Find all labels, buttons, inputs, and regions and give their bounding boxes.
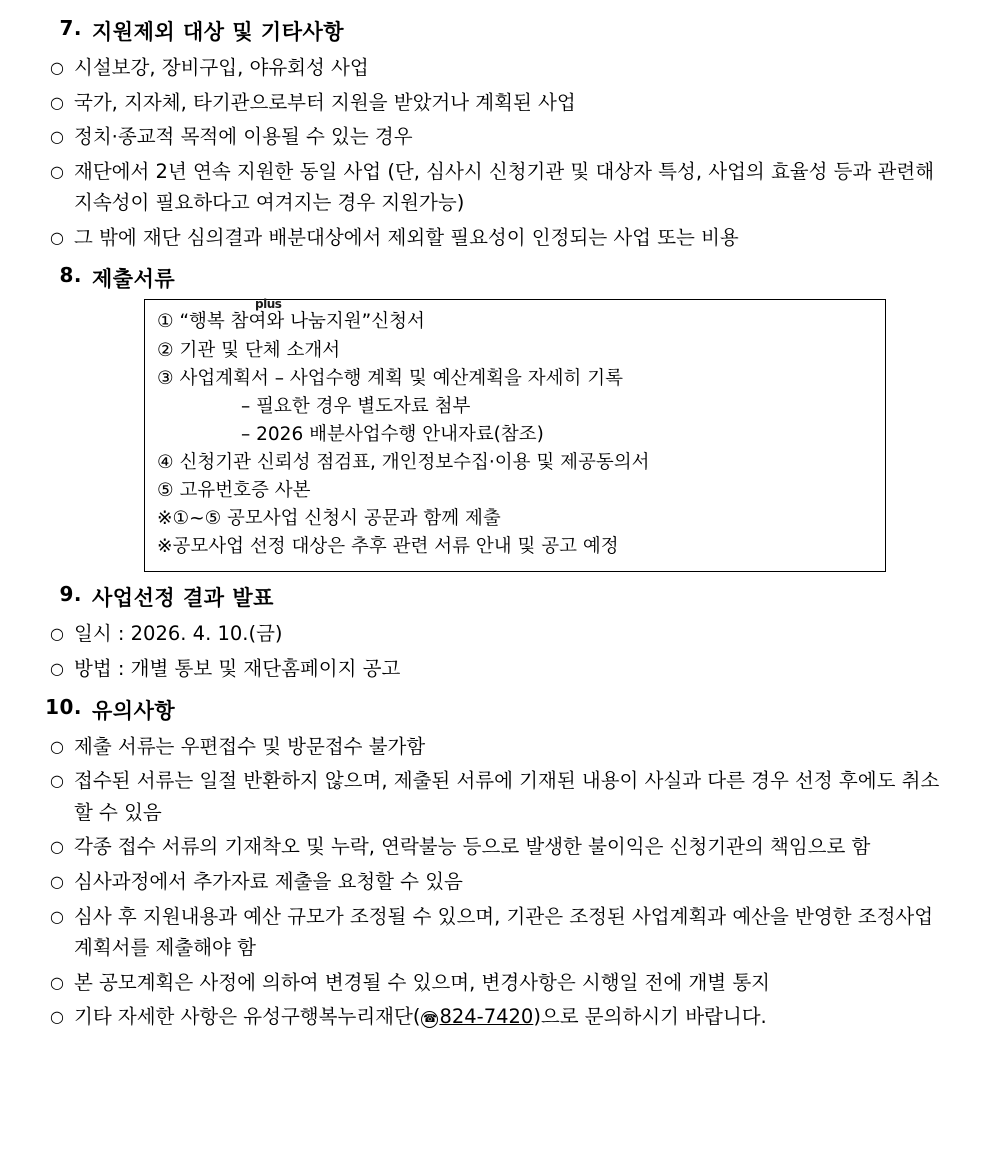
list-item <box>40 222 952 254</box>
section-10-bullet-list <box>40 731 952 1033</box>
phone-number <box>420 1005 533 1028</box>
list-item-text: 접수된 서류는 일절 반환하지 않으며, 제출된 서류에 기재된 내용이 사실과 다른 경우 선정 후에도 취소할 수 있음 <box>74 769 940 824</box>
section-9 <box>40 582 952 684</box>
list-item <box>40 121 952 153</box>
stamp-text: plus <box>255 297 282 312</box>
submission-documents-box <box>144 299 886 572</box>
section-9-heading <box>40 582 952 612</box>
circle-bullet-icon: ○ <box>50 1007 64 1027</box>
list-item <box>40 52 952 84</box>
list-item-text: 심사 후 지원내용과 예산 규모가 조정될 수 있으며, 기관은 조정된 사업계획과 예산을 반영한 조정사업계획서를 제출해야 함 <box>74 904 934 960</box>
section-9-number: 9. <box>59 582 82 607</box>
box-row: ※공모사업 선정 대상은 추후 관련 서류 안내 및 공고 예정 <box>157 536 619 558</box>
list-item <box>40 765 952 828</box>
section-8 <box>40 263 952 572</box>
section-7-heading <box>40 16 952 46</box>
contact-text-after: )으로 문의하시기 바랍니다. <box>533 1005 767 1029</box>
box-row: ④ 신청기관 신뢰성 점검표, 개인정보수집·이용 및 제공동의서 <box>157 452 650 474</box>
box-row: ② 기관 및 단체 소개서 <box>157 339 341 361</box>
list-item-contact <box>40 1001 952 1033</box>
circle-bullet-icon: ○ <box>50 659 64 679</box>
contact-text-before: 기타 자세한 사항은 유성구행복누리재단( <box>74 1005 421 1029</box>
section-10-number: 10. <box>45 694 82 719</box>
section-10 <box>40 695 952 1033</box>
section-9-bullet-list <box>40 618 952 684</box>
box-row: – 필요한 경우 별도자료 첨부 <box>241 395 471 417</box>
circle-bullet-icon: ○ <box>50 127 64 147</box>
section-7-title: 지원제외 대상 및 기타사항 <box>92 20 345 44</box>
list-item-text: 정치·종교적 목적에 이용될 수 있는 경우 <box>74 125 413 149</box>
list-item <box>40 731 952 763</box>
list-item <box>40 831 952 863</box>
list-item-text: 재단에서 2년 연속 지원한 동일 사업 (단, 심사시 신청기관 및 대상자 특성, 사업의 효율성 등과 관련해 지속성이 필요하다고 여겨지는 경우 지원가능) <box>74 159 935 215</box>
list-item <box>40 156 952 219</box>
list-item <box>40 653 952 685</box>
list-item-text: 각종 접수 서류의 기재착오 및 누락, 연락불능 등으로 발생한 불이익은 신청기관의 책임으로 함 <box>74 835 871 859</box>
list-item-text: 일시 : 2026. 4. 10.(금) <box>74 622 283 646</box>
section-7 <box>40 16 952 253</box>
circle-bullet-icon: ○ <box>50 58 64 77</box>
circle-bullet-icon: ○ <box>50 624 64 644</box>
list-item-text: 본 공모계획은 사정에 의하여 변경될 수 있으며, 변경사항은 시행일 전에 개별 통지 <box>74 970 771 994</box>
circle-bullet-icon: ○ <box>50 871 64 891</box>
list-item-text: 시설보강, 장비구입, 야유회성 사업 <box>74 56 369 79</box>
list-item-text: 방법 : 개별 통보 및 재단홈페이지 공고 <box>74 657 401 681</box>
circle-bullet-icon: ○ <box>50 92 64 112</box>
circle-bullet-icon: ○ <box>50 227 64 247</box>
circle-bullet-icon: ○ <box>50 771 64 791</box>
list-item <box>40 901 952 964</box>
section-7-bullet-list <box>40 52 952 253</box>
section-8-number: 8. <box>59 263 82 288</box>
circle-bullet-icon: ○ <box>50 736 64 756</box>
circle-bullet-icon: ○ <box>50 972 64 992</box>
box-row: ⑤ 고유번호증 사본 <box>157 480 311 502</box>
circle-bullet-icon: ○ <box>50 161 64 181</box>
box-row: ※①~⑤ 공모사업 신청시 공문과 함께 제출 <box>157 508 501 530</box>
section-9-title: 사업선정 결과 발표 <box>92 586 274 611</box>
section-10-title: 유의사항 <box>92 698 176 723</box>
list-item-text <box>74 1001 952 1033</box>
telephone-icon: ☎ <box>421 1011 438 1028</box>
list-item-text: 심사과정에서 추가자료 제출을 요청할 수 있음 <box>74 869 463 893</box>
list-item <box>40 618 952 650</box>
circle-bullet-icon: ○ <box>50 837 64 857</box>
phone-number-text: 824-7420 <box>439 1005 534 1029</box>
list-item <box>40 87 952 119</box>
list-item <box>40 967 952 999</box>
box-row: ③ 사업계획서 – 사업수행 계획 및 예산계획을 자세히 기록 <box>157 367 624 389</box>
list-item-text: 국가, 지자체, 타기관으로부터 지원을 받았거나 계획된 사업 <box>74 90 576 114</box>
section-8-heading <box>40 263 952 293</box>
section-8-title: 제출서류 <box>92 267 176 292</box>
list-item-text: 제출 서류는 우편접수 및 방문접수 불가함 <box>74 734 426 758</box>
box-row: – 2026 배분사업수행 안내자료(참조) <box>241 423 544 445</box>
box-row: ① “행복 참여와 나눔지원”신청서 <box>157 311 425 333</box>
circle-bullet-icon: ○ <box>50 906 64 926</box>
section-10-heading <box>40 695 952 725</box>
section-7-number: 7. <box>59 16 82 40</box>
list-item <box>40 866 952 898</box>
list-item-text: 그 밖에 재단 심의결과 배분대상에서 제외할 필요성이 인정되는 사업 또는 비용 <box>74 225 739 249</box>
